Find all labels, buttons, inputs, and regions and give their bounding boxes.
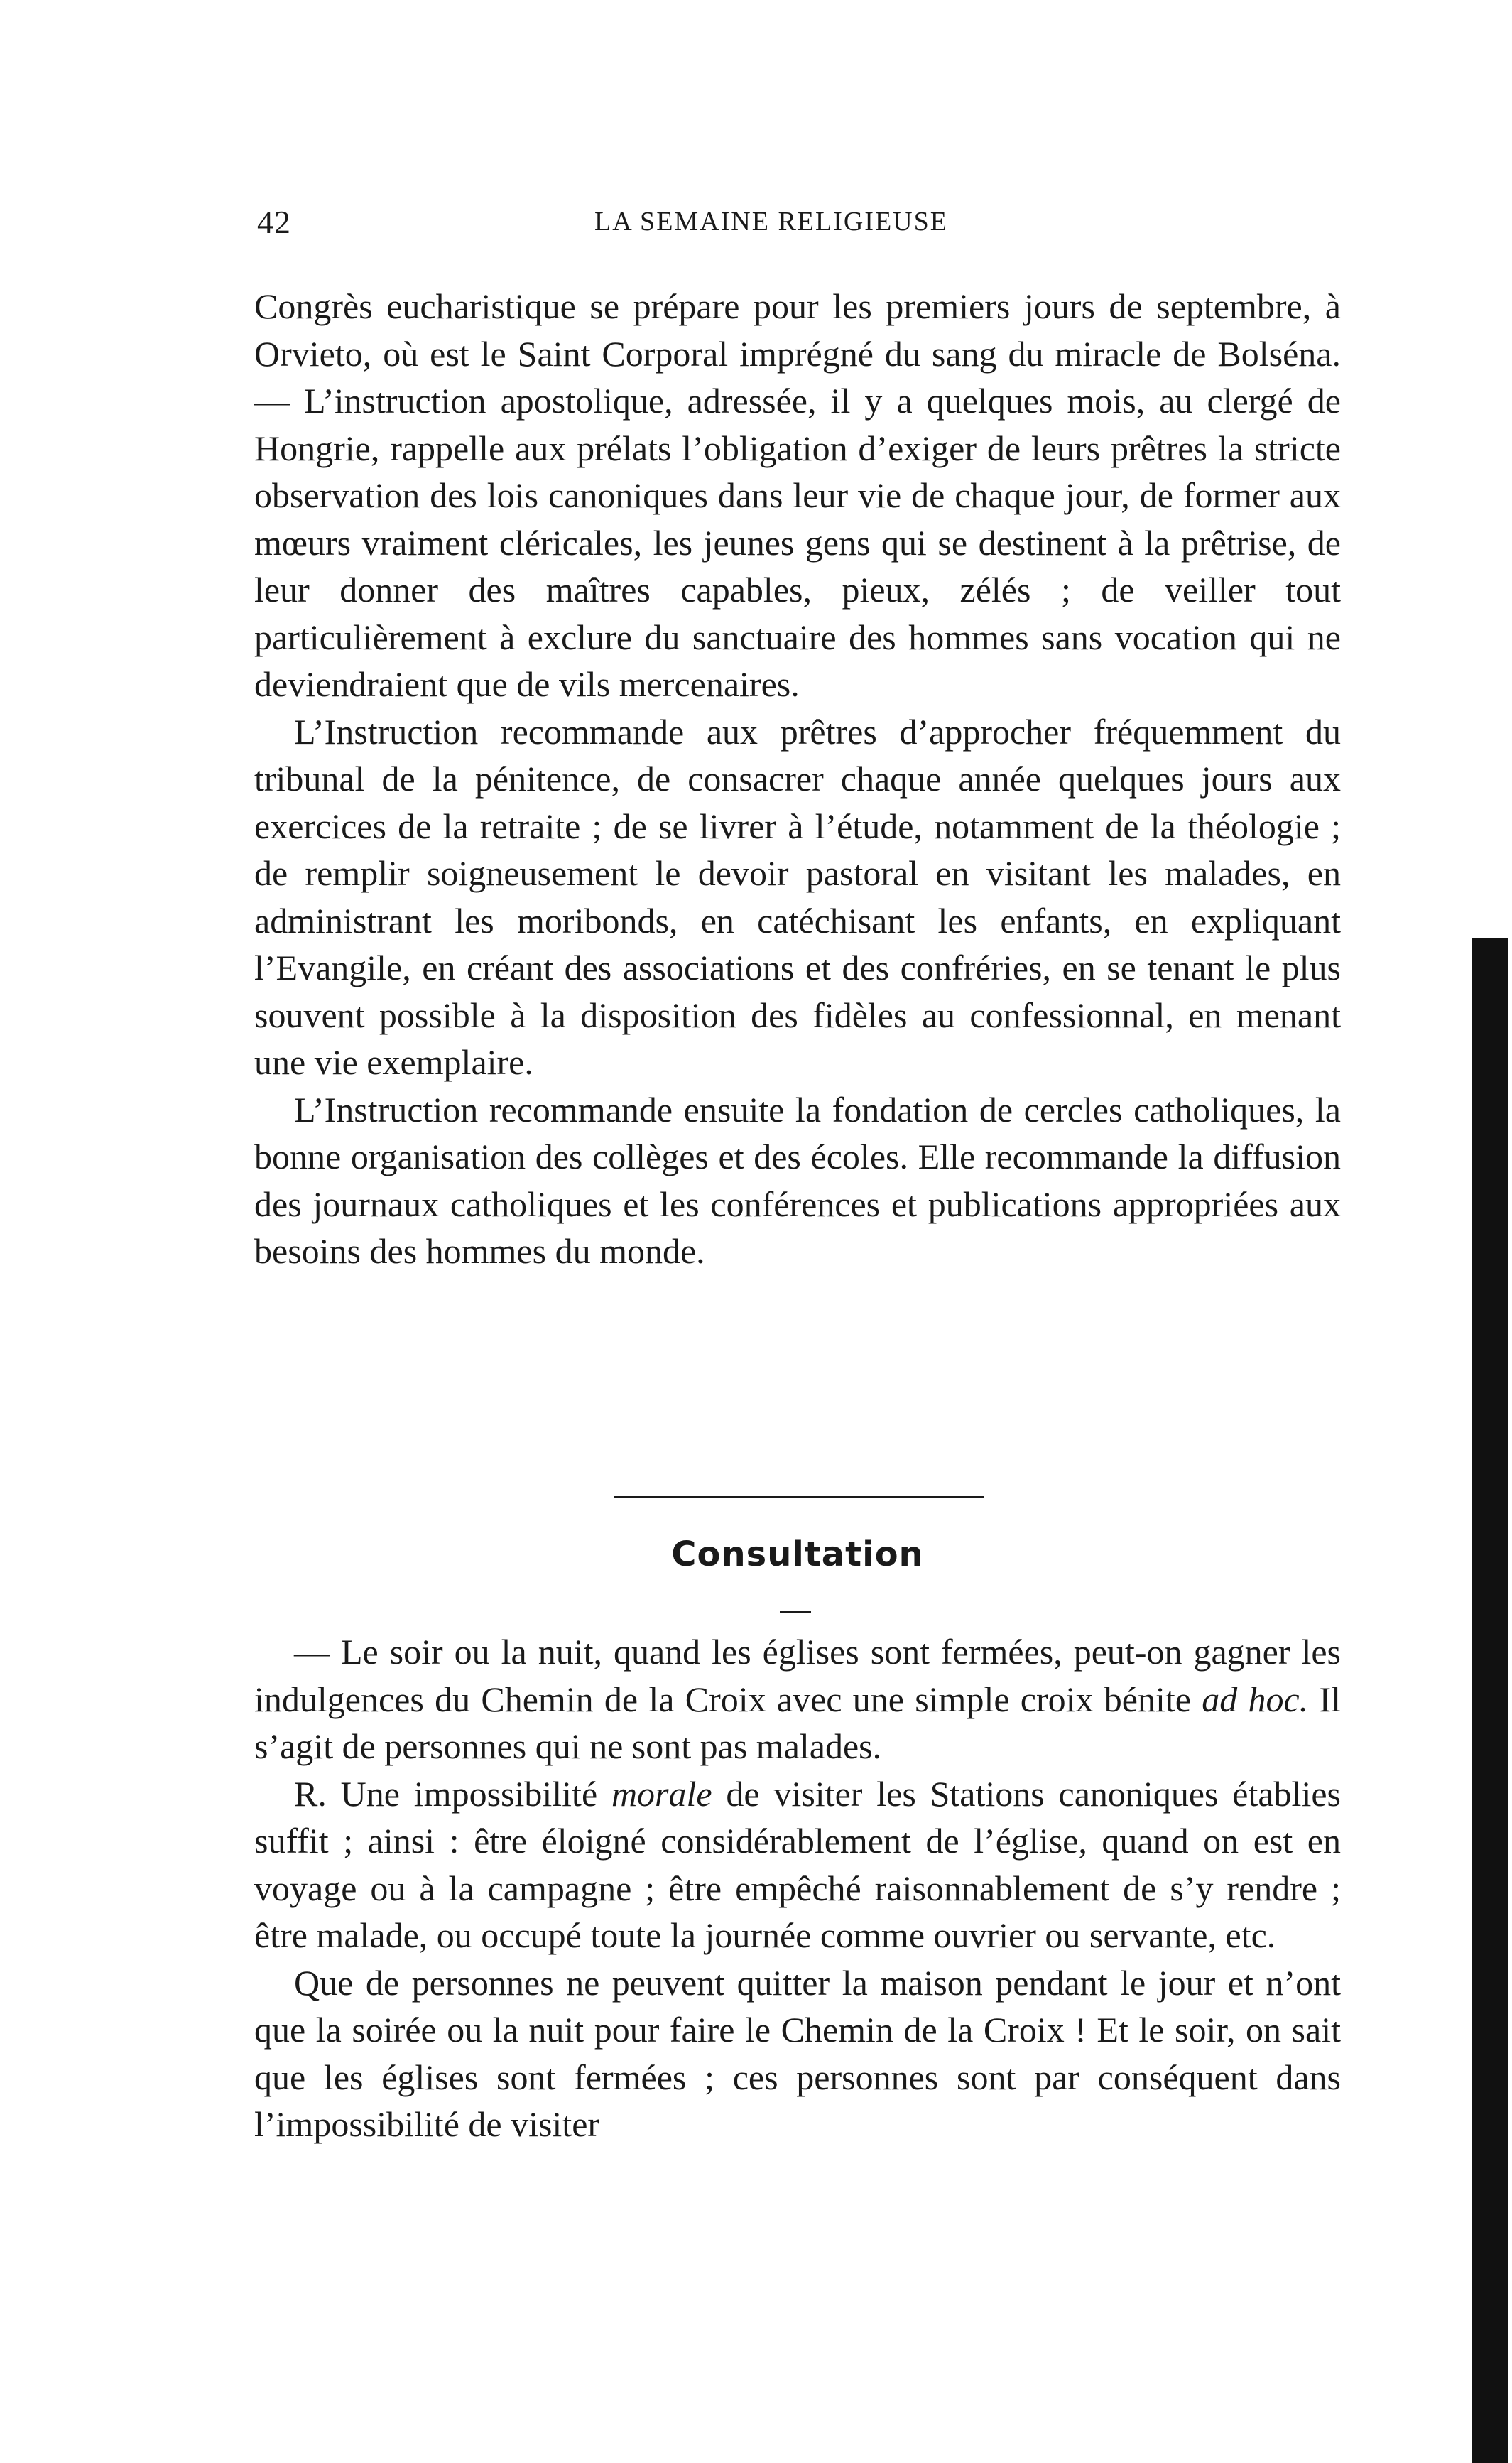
question-paragraph (254, 1628, 1341, 1770)
running-header (257, 203, 1358, 246)
consultation-body (254, 1628, 1341, 2148)
article-body (254, 283, 1341, 1275)
answer-text-end: de visiter les Stations canoniques établies suffit ; ainsi : être éloigné considérablement de l’église, quand on est en voyage ou à la campagne ; être empêché raisonnablement de s’y rendre ; être malade, ou occupé toute la journée comme ouvrier ou servante, etc. (254, 1773, 1341, 1955)
paragraph-1: Congrès eucharistique se prépare pour les premiers jours de septembre, à Orvieto, où est le Saint Corporal imprégné du sang du miracle de Bolséna. — L’instruction apostolique, adressée, il y a quelques mois, au clergé de Hongrie, rappelle aux prélats l’obligation d’exiger de leurs prêtres la stricte observation des lois canoniques dans leur vie de chaque jour, de former aux mœurs vraiment cléricales, les jeunes gens qui se destinent à la prêtrise, de leur donner des maîtres capables, pieux, zélés ; de veiller tout particulièrement à exclure du sanctuaire des hommes sans vocation qui ne deviendraient que de vils mercenaires. (254, 286, 1341, 704)
section-heading: Consultation (671, 1534, 924, 1574)
scan-edge-shadow (1472, 938, 1508, 2463)
question-text-end: Il s’agit de personnes qui ne sont pas malades. (254, 1679, 1341, 1766)
question-text-italic: ad hoc. (1202, 1679, 1309, 1719)
heading-dash (780, 1611, 811, 1613)
page-number: 42 (257, 204, 291, 240)
paragraph-2: L’Instruction recommande aux prêtres d’approcher fréquemment du tribunal de la pénitence, de consacrer chaque année quelques jours aux exercices de la retraite ; de se livrer à l’étude, notamment de la théologie ; de remplir soigneusement le devoir pastoral en visitant les malades, en administrant les moribonds, en catéchisant les enfants, en expliquant l’Evangile, en créant des associations et des confréries, en se tenant le plus souvent possible à la disposition des fidèles au confessionnal, en menant une vie exemplaire. (254, 711, 1341, 1082)
answer-text-start: R. Une impossibilité (294, 1773, 611, 1814)
answer-paragraph (254, 1770, 1341, 1959)
section-separator (614, 1496, 984, 1498)
answer-text-italic: morale (611, 1773, 712, 1814)
question-text-start: — Le soir ou la nuit, quand les églises sont fermées, peut-on gagner les indulgences du Chemin de la Croix avec une simple croix bénite (254, 1632, 1341, 1719)
running-title: LA SEMAINE RELIGIEUSE (594, 207, 948, 237)
paragraph-3: L’Instruction recommande ensuite la fondation de cercles catholiques, la bonne organisation des collèges et des écoles. Elle recommande la diffusion des journaux catholiques et les conférences et publications appropriées aux besoins des hommes du monde. (254, 1089, 1341, 1271)
closing-paragraph: Que de personnes ne peuvent quitter la maison pendant le jour et n’ont que la soirée ou la nuit pour faire le Chemin de la Croix ! Et le soir, on sait que les églises sont fermées ; ces personnes sont par conséquent dans l’impossibilité de visiter (254, 1962, 1341, 2144)
